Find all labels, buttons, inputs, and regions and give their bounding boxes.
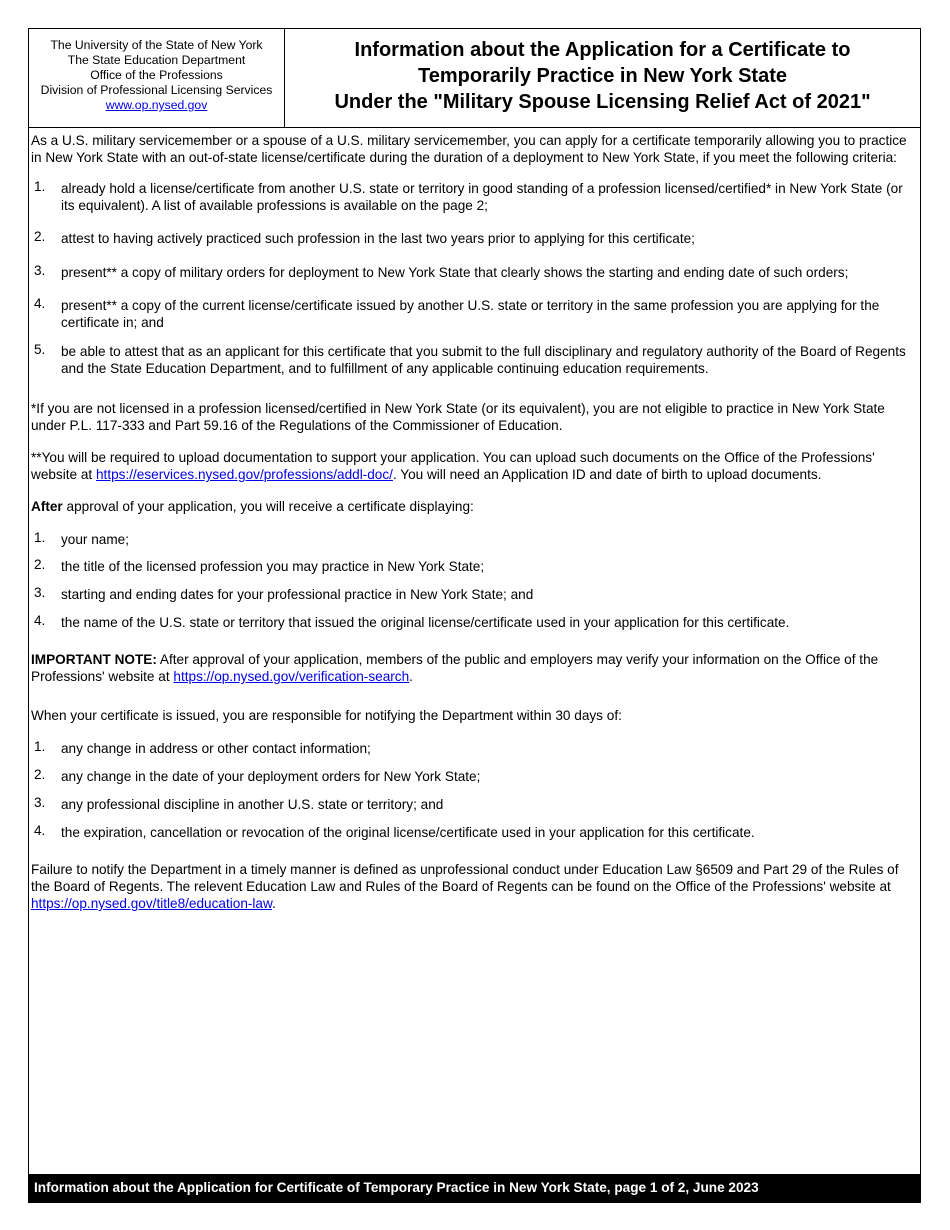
agency-line: The State Education Department xyxy=(67,53,246,67)
criteria-item xyxy=(31,264,917,281)
item-number: 4. xyxy=(34,296,46,311)
agency-block xyxy=(29,29,285,127)
item-text: your name; xyxy=(61,532,130,547)
document-body xyxy=(31,129,917,912)
notify-intro: When your certificate is issued, you are responsible for notifying the Department within 30 days of: xyxy=(31,708,622,723)
important-note-label: IMPORTANT NOTE: xyxy=(31,652,157,667)
agency-website-link[interactable]: www.op.nysed.gov xyxy=(105,98,208,112)
important-note-text: After approval of your application, members of the public and employers may verify your information on the Office of the Professions' website at xyxy=(31,652,879,684)
item-text: any change in the date of your deployment orders for New York State; xyxy=(61,769,481,784)
certificate-item xyxy=(31,586,917,603)
certificate-item xyxy=(31,531,917,548)
failure-paragraph xyxy=(31,861,917,912)
after-label: After xyxy=(31,499,63,514)
verification-search-link[interactable]: https://op.nysed.gov/verification-search xyxy=(173,669,410,684)
important-note-text: . xyxy=(409,669,413,684)
double-star-note xyxy=(31,449,917,483)
agency-line: Division of Professional Licensing Services xyxy=(40,83,273,97)
title-line: Temporarily Practice in New York State xyxy=(417,65,788,87)
note-text: . You will need an Application ID and date of birth to upload documents. xyxy=(392,467,822,482)
item-number: 1. xyxy=(34,179,46,194)
certificate-item xyxy=(31,558,917,575)
title-line: Under the "Military Spouse Licensing Relief Act of 2021" xyxy=(334,91,871,113)
criteria-item xyxy=(31,343,917,377)
item-number: 2. xyxy=(34,229,46,244)
item-text: present** a copy of military orders for deployment to New York State that clearly shows the starting and ending date of such orders; xyxy=(61,265,849,280)
certificate-item xyxy=(31,614,917,631)
item-number: 2. xyxy=(34,557,46,572)
notify-item xyxy=(31,796,917,813)
item-number: 5. xyxy=(34,342,46,357)
item-text: the name of the U.S. state or territory that issued the original license/certificate used in your application for this certificate. xyxy=(61,615,790,630)
criteria-item xyxy=(31,297,917,331)
failure-text: Failure to notify the Department in a timely manner is defined as unprofessional conduct under Education Law §6509 and Part 29 of the Rules of the Board of Regents. The relevent Education Law and Rules of the Board of Regents can be found on the Office of the Professions' website at xyxy=(31,862,899,894)
agency-line: The University of the State of New York xyxy=(50,38,263,52)
upload-documents-link[interactable]: https://eservices.nysed.gov/professions/addl-doc/ xyxy=(95,467,393,482)
document-header xyxy=(29,29,920,128)
page-footer: Information about the Application for Certificate of Temporary Practice in New York State, page 1 of 2, June 2023 xyxy=(29,1174,920,1202)
item-number: 3. xyxy=(34,585,46,600)
item-number: 1. xyxy=(34,530,46,545)
document-title xyxy=(285,29,920,127)
failure-text: . xyxy=(272,896,276,911)
item-text: be able to attest that as an applicant for this certificate that you submit to the full disciplinary and regulatory authority of the Board of Regents and the State Education Department, and to fulfillment of any applicable continuing education requirements. xyxy=(61,344,906,376)
document-frame xyxy=(28,28,921,1203)
single-star-note: *If you are not licensed in a profession licensed/certified in New York State (or its equivalent), you are not eligible to practice in New York State under P.L. 117-333 and Part 59.16 of the Regulations of the Commissioner of Education. xyxy=(31,401,885,433)
important-note xyxy=(31,651,917,685)
item-number: 3. xyxy=(34,795,46,810)
item-text: the title of the licensed profession you may practice in New York State; xyxy=(61,559,485,574)
item-text: the expiration, cancellation or revocation of the original license/certificate used in your application for this certificate. xyxy=(61,825,755,840)
after-approval-text: approval of your application, you will receive a certificate displaying: xyxy=(62,499,474,514)
item-number: 3. xyxy=(34,263,46,278)
title-line: Information about the Application for a Certificate to xyxy=(354,39,851,61)
notify-item xyxy=(31,824,917,841)
item-text: starting and ending dates for your professional practice in New York State; and xyxy=(61,587,534,602)
item-number: 4. xyxy=(34,613,46,628)
after-approval-paragraph xyxy=(31,498,917,515)
item-text: any professional discipline in another U.S. state or territory; and xyxy=(61,797,444,812)
intro-paragraph: As a U.S. military servicemember or a spouse of a U.S. military servicemember, you can apply for a certificate temporarily allowing you to practice in New York State with an out-of-state license/certificate during the duration of a deployment to New York State, if you meet the following criteria: xyxy=(31,133,907,165)
item-text: attest to having actively practiced such profession in the last two years prior to applying for this certificate; xyxy=(61,231,695,246)
criteria-item xyxy=(31,180,917,214)
criteria-item xyxy=(31,230,917,247)
item-number: 4. xyxy=(34,823,46,838)
item-text: already hold a license/certificate from another U.S. state or territory in good standing of a profession licensed/certified* in New York State (or its equivalent). A list of available professions is available on the page 2; xyxy=(61,181,903,213)
notify-item xyxy=(31,740,917,757)
note-text: **You will be required to upload documentation to support your application. You can upload such documents on the Office of the Professions' website at xyxy=(31,450,875,482)
item-text: any change in address or other contact information; xyxy=(61,741,371,756)
item-number: 2. xyxy=(34,767,46,782)
item-number: 1. xyxy=(34,739,46,754)
notify-item xyxy=(31,768,917,785)
education-law-link[interactable]: https://op.nysed.gov/title8/education-law xyxy=(31,896,273,911)
item-text: present** a copy of the current license/certificate issued by another U.S. state or territory in the same profession you are applying for the certificate in; and xyxy=(61,298,880,330)
agency-line: Office of the Professions xyxy=(90,68,223,82)
